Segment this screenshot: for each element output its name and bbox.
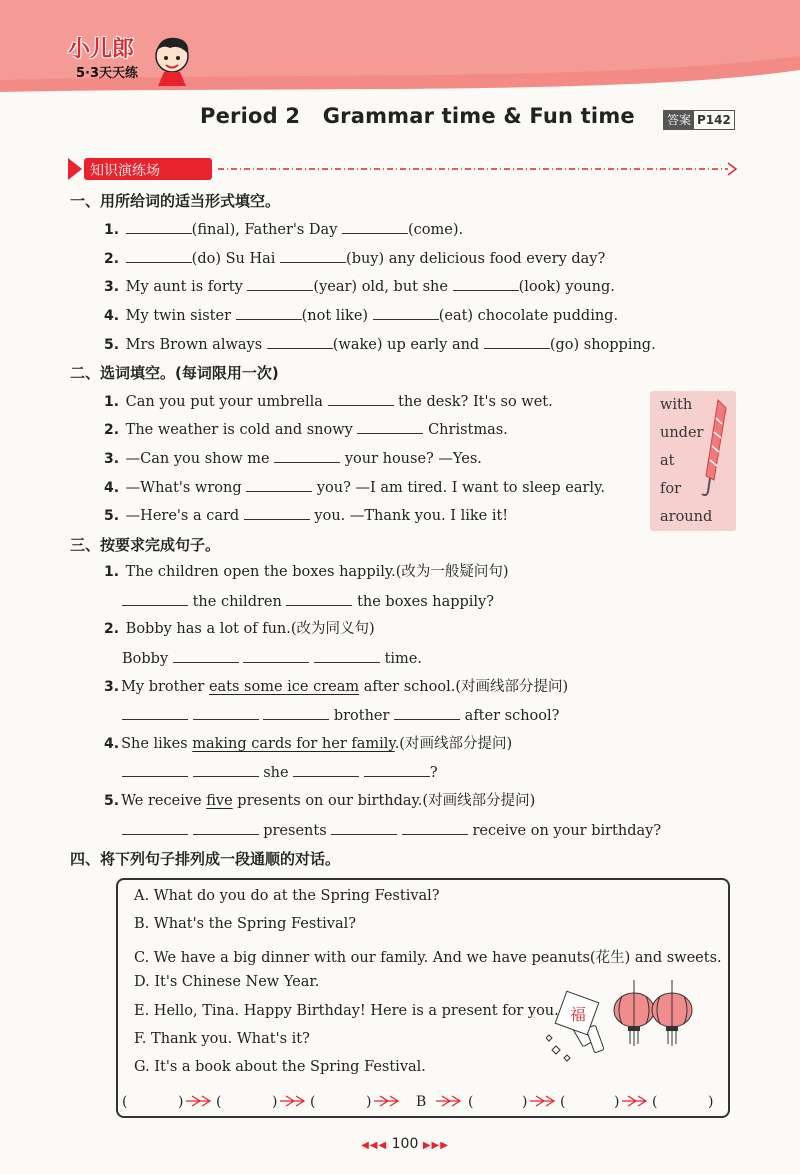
- item-text: My brother: [121, 679, 209, 695]
- item-number: 3.: [104, 451, 120, 467]
- dialog-line-c: C. We have a big dinner with our family. And we have peanuts(花生) and sweets.: [134, 950, 722, 966]
- mascot-boy-icon: [150, 34, 196, 86]
- answer-blank[interactable]: [453, 276, 519, 291]
- s2-item-2: [104, 419, 508, 440]
- item-text: after school?: [464, 708, 560, 724]
- word-option: under: [660, 425, 704, 441]
- word-option: for: [660, 481, 682, 497]
- page-title: Period 2 Grammar time & Fun time: [200, 104, 635, 128]
- item-number: 5.: [104, 337, 120, 353]
- page-number: 100: [391, 1136, 419, 1152]
- s3-q5: [104, 791, 535, 811]
- svg-text:): ): [614, 1094, 620, 1110]
- answer-blank[interactable]: [193, 762, 259, 777]
- svg-text:(: (: [652, 1094, 658, 1110]
- item-number: 4.: [104, 736, 120, 752]
- svg-text:(: (: [310, 1094, 316, 1110]
- word-option: around: [660, 509, 713, 525]
- answer-blank[interactable]: [293, 762, 359, 777]
- section-1-heading: 一、用所给词的适当形式填空。: [70, 192, 281, 210]
- s1-item-1: [104, 219, 463, 240]
- item-text: ?: [429, 765, 438, 781]
- answer-blank[interactable]: [373, 305, 439, 320]
- item-text: (final), Father's Day: [191, 222, 338, 238]
- lantern-char: 福: [570, 1005, 587, 1024]
- svg-text:): ): [522, 1094, 528, 1110]
- answer-blank[interactable]: [236, 305, 302, 320]
- item-text: (wake) up early and: [332, 337, 480, 353]
- s3-q3: [104, 677, 568, 697]
- logo-title: 小儿郎: [68, 37, 135, 62]
- item-text: your house? —Yes.: [344, 451, 482, 467]
- s2-item-3: [104, 448, 482, 469]
- item-text: the children: [192, 594, 282, 610]
- answer-blank[interactable]: [331, 820, 397, 835]
- item-text: The children open the boxes happily.(改为一般疑问句): [125, 564, 509, 580]
- item-text: you. —Thank you. I like it!: [314, 508, 509, 524]
- page-footer: [340, 1136, 470, 1152]
- word-option: at: [660, 453, 675, 469]
- item-text: brother: [333, 708, 390, 724]
- item-text: We receive: [121, 793, 207, 809]
- answer-blank[interactable]: [244, 505, 310, 520]
- s2-item-5: [104, 505, 508, 526]
- item-text: (buy) any delicious food every day?: [346, 251, 606, 267]
- answer-blank[interactable]: [364, 762, 430, 777]
- section-banner-label: 知识演练场: [90, 163, 160, 179]
- answer-blank[interactable]: [328, 391, 394, 406]
- answer-blank[interactable]: [126, 219, 192, 234]
- underlined-text: making cards for her family: [192, 736, 395, 752]
- s3-q2-answer: [122, 648, 422, 669]
- s1-item-4: [104, 305, 618, 326]
- right-arrows-icon: ▶▶▶: [422, 1140, 449, 1151]
- item-number: 4.: [104, 480, 120, 496]
- underlined-text: eats some ice cream: [208, 679, 360, 695]
- s2-item-4: [104, 477, 605, 498]
- answer-key-ref[interactable]: [663, 110, 735, 130]
- item-text: (eat) chocolate pudding.: [438, 308, 619, 324]
- item-number: 1.: [104, 564, 120, 580]
- answer-blank[interactable]: [247, 276, 313, 291]
- item-text: —What's wrong: [125, 480, 242, 496]
- item-text: Christmas.: [428, 422, 508, 438]
- answer-blank[interactable]: [193, 820, 259, 835]
- item-number: 2.: [104, 251, 120, 267]
- item-text: .(对画线部分提问): [394, 736, 513, 752]
- answer-blank[interactable]: [122, 591, 188, 606]
- item-text: Can you put your umbrella: [125, 394, 323, 410]
- svg-text:(: (: [560, 1094, 566, 1110]
- s3-q5-answer: [122, 820, 661, 841]
- answer-blank[interactable]: [173, 648, 239, 663]
- s2-item-1: [104, 391, 553, 412]
- item-number: 1.: [104, 222, 120, 238]
- svg-text:): ): [272, 1094, 278, 1110]
- s3-q4-answer: [122, 762, 438, 783]
- s1-item-2: [104, 248, 605, 269]
- item-text: the desk? It's so wet.: [398, 394, 553, 410]
- s3-q2: [104, 619, 375, 639]
- item-text: My twin sister: [125, 308, 232, 324]
- answer-blank[interactable]: [314, 648, 380, 663]
- item-text: (look) young.: [518, 279, 615, 295]
- item-text: She likes: [121, 736, 193, 752]
- dialog-line-g: G. It's a book about the Spring Festival.: [134, 1059, 426, 1075]
- s1-item-5: [104, 334, 656, 355]
- underlined-text: five: [206, 793, 233, 809]
- item-text: the boxes happily?: [357, 594, 495, 610]
- answer-blank[interactable]: [402, 820, 468, 835]
- item-text: (go) shopping.: [549, 337, 656, 353]
- answer-key-label: 答案: [664, 111, 694, 129]
- dialog-line-b: B. What's the Spring Festival?: [134, 916, 356, 932]
- answer-blank[interactable]: [122, 820, 188, 835]
- svg-text:): ): [366, 1094, 372, 1110]
- logo-subtitle: 5·3天天练: [76, 66, 139, 81]
- s3-q4: [104, 734, 512, 754]
- item-number: 3.: [104, 279, 120, 295]
- s3-q1-answer: [122, 591, 494, 612]
- section-2-heading: 二、选词填空。(每词限用一次): [70, 364, 279, 382]
- answer-blank[interactable]: [274, 448, 340, 463]
- item-number: 5.: [104, 793, 120, 809]
- item-number: 5.: [104, 508, 120, 524]
- answer-blank[interactable]: [122, 762, 188, 777]
- left-arrows-icon: ◀◀◀: [361, 1140, 388, 1151]
- section-banner: [68, 156, 738, 182]
- item-number: 4.: [104, 308, 120, 324]
- item-text: time.: [384, 651, 422, 667]
- item-text: Bobby has a lot of fun.(改为同义句): [125, 621, 375, 637]
- svg-text:): ): [708, 1094, 714, 1110]
- item-number: 2.: [104, 422, 120, 438]
- item-text: receive on your birthday?: [472, 823, 662, 839]
- s3-q3-answer: [122, 705, 559, 726]
- section-4-heading: 四、将下列句子排列成一段通顺的对话。: [70, 850, 341, 868]
- word-option: with: [660, 397, 693, 413]
- item-text: she: [263, 765, 289, 781]
- item-text: (year) old, but she: [313, 279, 448, 295]
- item-text: Mrs Brown always: [125, 337, 263, 353]
- red-lantern-icon: [614, 980, 692, 1046]
- svg-text:(: (: [216, 1094, 222, 1110]
- s3-q1: [104, 562, 509, 582]
- answer-key-page: P142: [697, 113, 731, 127]
- item-number: 1.: [104, 394, 120, 410]
- answer-blank[interactable]: [122, 705, 188, 720]
- item-text: (come).: [408, 222, 464, 238]
- umbrella-icon: [700, 398, 730, 498]
- answer-blank[interactable]: [267, 334, 333, 349]
- s1-item-3: [104, 276, 615, 297]
- answer-blank[interactable]: [193, 705, 259, 720]
- svg-text:(: (: [122, 1094, 128, 1110]
- answer-blank[interactable]: [280, 248, 346, 263]
- item-text: (do) Su Hai: [191, 251, 276, 267]
- item-text: after school.(对画线部分提问): [359, 679, 569, 695]
- fixed-answer: B: [416, 1094, 427, 1110]
- item-text: you? —I am tired. I want to sleep early.: [316, 480, 605, 496]
- order-blank[interactable]: [130, 1093, 176, 1109]
- dialog-line-f: F. Thank you. What's it?: [134, 1031, 310, 1047]
- item-text: presents: [263, 823, 327, 839]
- lantern-illustration: [546, 980, 706, 1070]
- answer-order-row: [122, 1091, 722, 1111]
- svg-text:): ): [178, 1094, 184, 1110]
- answer-blank[interactable]: [394, 705, 460, 720]
- dialog-line-d: D. It's Chinese New Year.: [134, 974, 320, 990]
- item-number: 3.: [104, 679, 120, 695]
- dialog-line-e: E. Hello, Tina. Happy Birthday! Here is a present for you.: [134, 1003, 559, 1019]
- answer-blank[interactable]: [286, 591, 352, 606]
- answer-blank[interactable]: [342, 219, 408, 234]
- item-text: Bobby: [122, 651, 169, 667]
- item-text: —Here's a card: [125, 508, 240, 524]
- answer-blank[interactable]: [246, 477, 312, 492]
- dialog-line-a: A. What do you do at the Spring Festival?: [134, 888, 440, 904]
- svg-text:(: (: [468, 1094, 474, 1110]
- item-text: presents on our birthday.(对画线部分提问): [232, 793, 536, 809]
- item-text: (not like): [301, 308, 369, 324]
- item-number: 2.: [104, 621, 120, 637]
- answer-blank[interactable]: [357, 419, 423, 434]
- answer-blank[interactable]: [484, 334, 550, 349]
- firecracker-icon: [546, 991, 604, 1061]
- answer-blank[interactable]: [243, 648, 309, 663]
- section-3-heading: 三、按要求完成句子。: [70, 536, 221, 554]
- answer-blank[interactable]: [126, 248, 192, 263]
- item-text: My aunt is forty: [125, 279, 243, 295]
- item-text: —Can you show me: [125, 451, 270, 467]
- answer-blank[interactable]: [263, 705, 329, 720]
- item-text: The weather is cold and snowy: [125, 422, 353, 438]
